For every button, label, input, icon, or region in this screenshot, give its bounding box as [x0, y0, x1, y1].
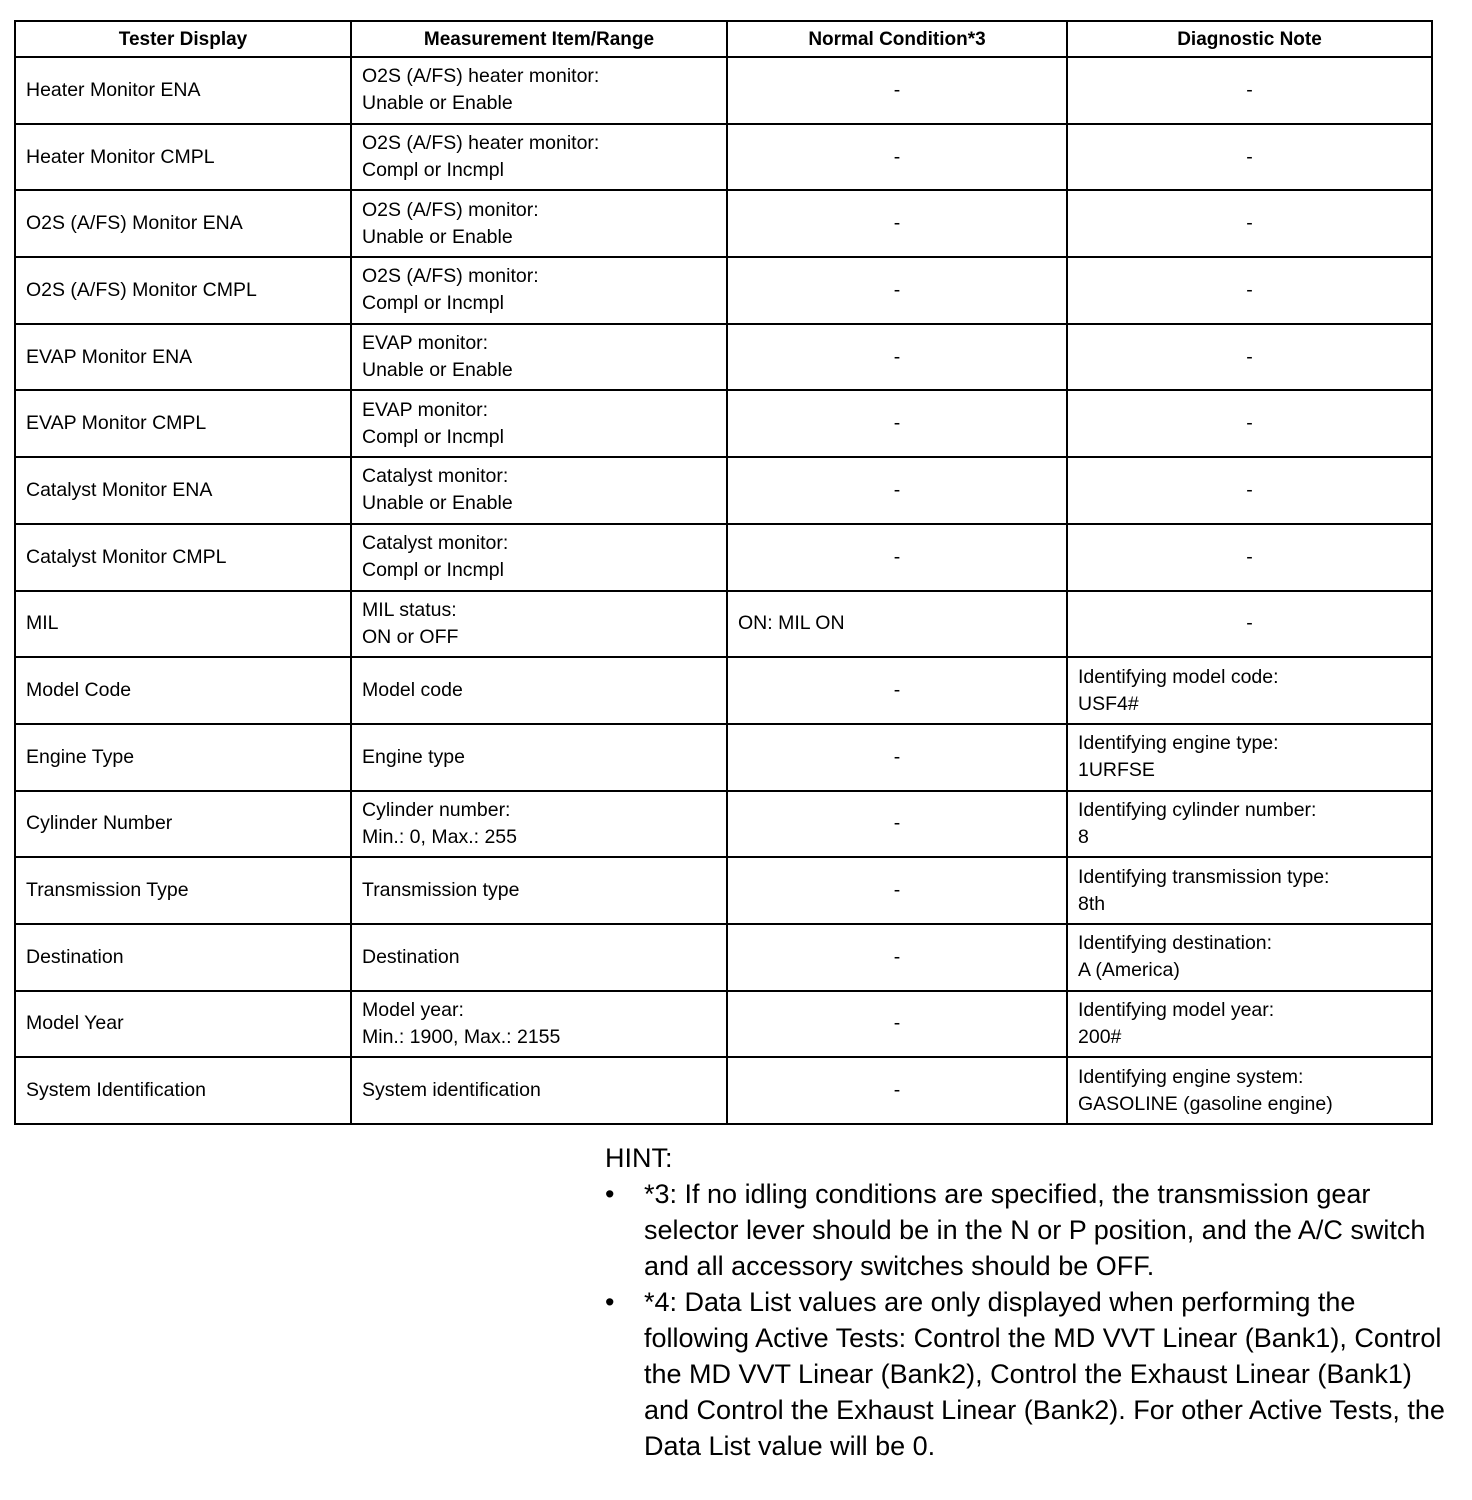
cell-diagnostic-note	[1067, 190, 1432, 257]
cell-line: O2S (A/FS) monitor:	[362, 265, 539, 288]
cell-line: Min.: 1900, Max.: 2155	[362, 1025, 561, 1048]
hint-text: *4: Data List values are only displayed when performing the following Active Tests: Control the MD VVT Linear (Bank1), Control the MD VVT Linear (Bank2), Control the Exhaust Linear (Bank1) and Control the Exhaust Linear (Bank2). For other Active Tests, the Data List value will be 0.	[644, 1287, 1445, 1461]
cell-diagnostic-note	[1067, 124, 1432, 191]
cell-diagnostic-note	[1067, 390, 1432, 457]
cell-normal-condition: -	[727, 190, 1067, 257]
cell-measurement-item	[351, 791, 727, 858]
cell-normal-condition: -	[727, 324, 1067, 391]
cell-line: Identifying model year:	[1078, 998, 1275, 1021]
cell-normal-condition: -	[727, 124, 1067, 191]
table-row	[15, 524, 1432, 591]
cell-tester-display: Model Code	[15, 657, 351, 724]
hint-item	[605, 1284, 1445, 1464]
cell-line: Identifying cylinder number:	[1078, 798, 1317, 821]
cell-line: Destination	[362, 945, 460, 968]
cell-line: Compl or Incmpl	[362, 559, 504, 582]
cell-line: Engine type	[362, 745, 465, 768]
cell-tester-display: Catalyst Monitor CMPL	[15, 524, 351, 591]
cell-diagnostic-note	[1067, 857, 1432, 924]
cell-line: -	[1246, 412, 1253, 435]
cell-tester-display: Engine Type	[15, 724, 351, 791]
cell-line: 8th	[1078, 892, 1106, 915]
cell-tester-display: EVAP Monitor ENA	[15, 324, 351, 391]
hint-section	[605, 1140, 1445, 1464]
cell-line: 200#	[1078, 1025, 1122, 1048]
hint-title: HINT:	[605, 1143, 673, 1173]
cell-line: O2S (A/FS) heater monitor:	[362, 65, 600, 88]
cell-normal-condition: -	[727, 657, 1067, 724]
cell-normal-condition: ON: MIL ON	[727, 591, 1067, 658]
cell-line: USF4#	[1078, 692, 1139, 715]
cell-tester-display: Cylinder Number	[15, 791, 351, 858]
cell-line: Cylinder number:	[362, 798, 511, 821]
table-row	[15, 124, 1432, 191]
table-row	[15, 390, 1432, 457]
cell-line: MIL status:	[362, 598, 457, 621]
cell-normal-condition: -	[727, 791, 1067, 858]
hint-list	[605, 1176, 1445, 1464]
cell-diagnostic-note	[1067, 791, 1432, 858]
cell-normal-condition: -	[727, 524, 1067, 591]
table-row	[15, 1057, 1432, 1124]
cell-diagnostic-note	[1067, 57, 1432, 124]
header-diagnostic-note: Diagnostic Note	[1067, 21, 1432, 57]
cell-tester-display: Heater Monitor ENA	[15, 57, 351, 124]
cell-line: System identification	[362, 1079, 541, 1102]
cell-normal-condition: -	[727, 390, 1067, 457]
cell-diagnostic-note	[1067, 991, 1432, 1058]
header-tester-display: Tester Display	[15, 21, 351, 57]
cell-normal-condition: -	[727, 924, 1067, 991]
cell-line: GASOLINE (gasoline engine)	[1078, 1092, 1333, 1115]
cell-line: Transmission type	[362, 879, 520, 902]
cell-normal-condition: -	[727, 991, 1067, 1058]
cell-normal-condition: -	[727, 1057, 1067, 1124]
cell-line: 8	[1078, 825, 1089, 848]
cell-line: Catalyst monitor:	[362, 465, 509, 488]
cell-measurement-item	[351, 390, 727, 457]
table-row	[15, 190, 1432, 257]
cell-line: -	[1246, 278, 1253, 301]
cell-line: Model code	[362, 679, 463, 702]
table-row	[15, 257, 1432, 324]
cell-line: Unable or Enable	[362, 492, 513, 515]
cell-line: -	[1246, 345, 1253, 368]
hint-item	[605, 1176, 1445, 1284]
cell-line: Compl or Incmpl	[362, 425, 504, 448]
cell-line: ON or OFF	[362, 625, 459, 648]
cell-line: -	[1246, 78, 1253, 101]
table-row	[15, 591, 1432, 658]
cell-line: -	[1246, 212, 1253, 235]
cell-line: O2S (A/FS) monitor:	[362, 198, 539, 221]
cell-line: EVAP monitor:	[362, 332, 489, 355]
cell-line: Model year:	[362, 998, 464, 1021]
cell-tester-display: System Identification	[15, 1057, 351, 1124]
cell-measurement-item	[351, 124, 727, 191]
cell-line: Unable or Enable	[362, 92, 513, 115]
cell-tester-display: O2S (A/FS) Monitor CMPL	[15, 257, 351, 324]
cell-measurement-item	[351, 724, 727, 791]
cell-line: A (America)	[1078, 959, 1180, 982]
cell-tester-display: EVAP Monitor CMPL	[15, 390, 351, 457]
bullet: •	[605, 1179, 615, 1209]
cell-normal-condition: -	[727, 57, 1067, 124]
cell-measurement-item	[351, 457, 727, 524]
cell-line: Identifying destination:	[1078, 932, 1273, 955]
cell-tester-display: Destination	[15, 924, 351, 991]
cell-line: -	[1246, 612, 1253, 635]
table-row	[15, 57, 1432, 124]
cell-measurement-item	[351, 257, 727, 324]
cell-line: O2S (A/FS) heater monitor:	[362, 132, 600, 155]
cell-diagnostic-note	[1067, 457, 1432, 524]
cell-line: Compl or Incmpl	[362, 159, 504, 182]
table-row	[15, 457, 1432, 524]
cell-diagnostic-note	[1067, 724, 1432, 791]
cell-tester-display: MIL	[15, 591, 351, 658]
cell-normal-condition: -	[727, 257, 1067, 324]
cell-line: -	[1246, 145, 1253, 168]
cell-line: -	[1246, 478, 1253, 501]
cell-line: EVAP monitor:	[362, 398, 489, 421]
cell-line: Identifying engine system:	[1078, 1065, 1304, 1088]
header-measurement-item: Measurement Item/Range	[351, 21, 727, 57]
table-row	[15, 657, 1432, 724]
hint-text: *3: If no idling conditions are specified, the transmission gear selector lever should be in the N or P position, and the A/C switch and all accessory switches should be OFF.	[644, 1179, 1426, 1281]
table-row	[15, 791, 1432, 858]
cell-measurement-item	[351, 857, 727, 924]
cell-measurement-item	[351, 591, 727, 658]
cell-measurement-item	[351, 57, 727, 124]
cell-tester-display: Heater Monitor CMPL	[15, 124, 351, 191]
cell-diagnostic-note	[1067, 924, 1432, 991]
table-row	[15, 857, 1432, 924]
table-row	[15, 924, 1432, 991]
header-normal-condition: Normal Condition*3	[727, 21, 1067, 57]
cell-line: Catalyst monitor:	[362, 532, 509, 555]
cell-line: 1URFSE	[1078, 759, 1155, 782]
cell-line: Identifying model code:	[1078, 665, 1279, 688]
cell-line: -	[1246, 545, 1253, 568]
table-row	[15, 724, 1432, 791]
cell-diagnostic-note	[1067, 657, 1432, 724]
cell-measurement-item	[351, 324, 727, 391]
table-row	[15, 324, 1432, 391]
cell-tester-display: Model Year	[15, 991, 351, 1058]
cell-tester-display: O2S (A/FS) Monitor ENA	[15, 190, 351, 257]
cell-measurement-item	[351, 524, 727, 591]
cell-normal-condition: -	[727, 724, 1067, 791]
bullet: •	[605, 1287, 615, 1317]
table-header-row	[15, 21, 1432, 57]
cell-line: Identifying engine type:	[1078, 732, 1279, 755]
cell-measurement-item	[351, 190, 727, 257]
data-list-table	[14, 20, 1433, 1125]
cell-line: Identifying transmission type:	[1078, 865, 1330, 888]
cell-measurement-item	[351, 924, 727, 991]
cell-tester-display: Catalyst Monitor ENA	[15, 457, 351, 524]
cell-diagnostic-note	[1067, 324, 1432, 391]
cell-normal-condition: -	[727, 857, 1067, 924]
cell-diagnostic-note	[1067, 591, 1432, 658]
cell-normal-condition: -	[727, 457, 1067, 524]
cell-line: Min.: 0, Max.: 255	[362, 825, 517, 848]
cell-line: Unable or Enable	[362, 359, 513, 382]
cell-diagnostic-note	[1067, 257, 1432, 324]
table-row	[15, 991, 1432, 1058]
cell-line: Compl or Incmpl	[362, 292, 504, 315]
cell-diagnostic-note	[1067, 524, 1432, 591]
cell-measurement-item	[351, 1057, 727, 1124]
cell-tester-display: Transmission Type	[15, 857, 351, 924]
cell-diagnostic-note	[1067, 1057, 1432, 1124]
cell-line: Unable or Enable	[362, 225, 513, 248]
cell-measurement-item	[351, 657, 727, 724]
cell-measurement-item	[351, 991, 727, 1058]
